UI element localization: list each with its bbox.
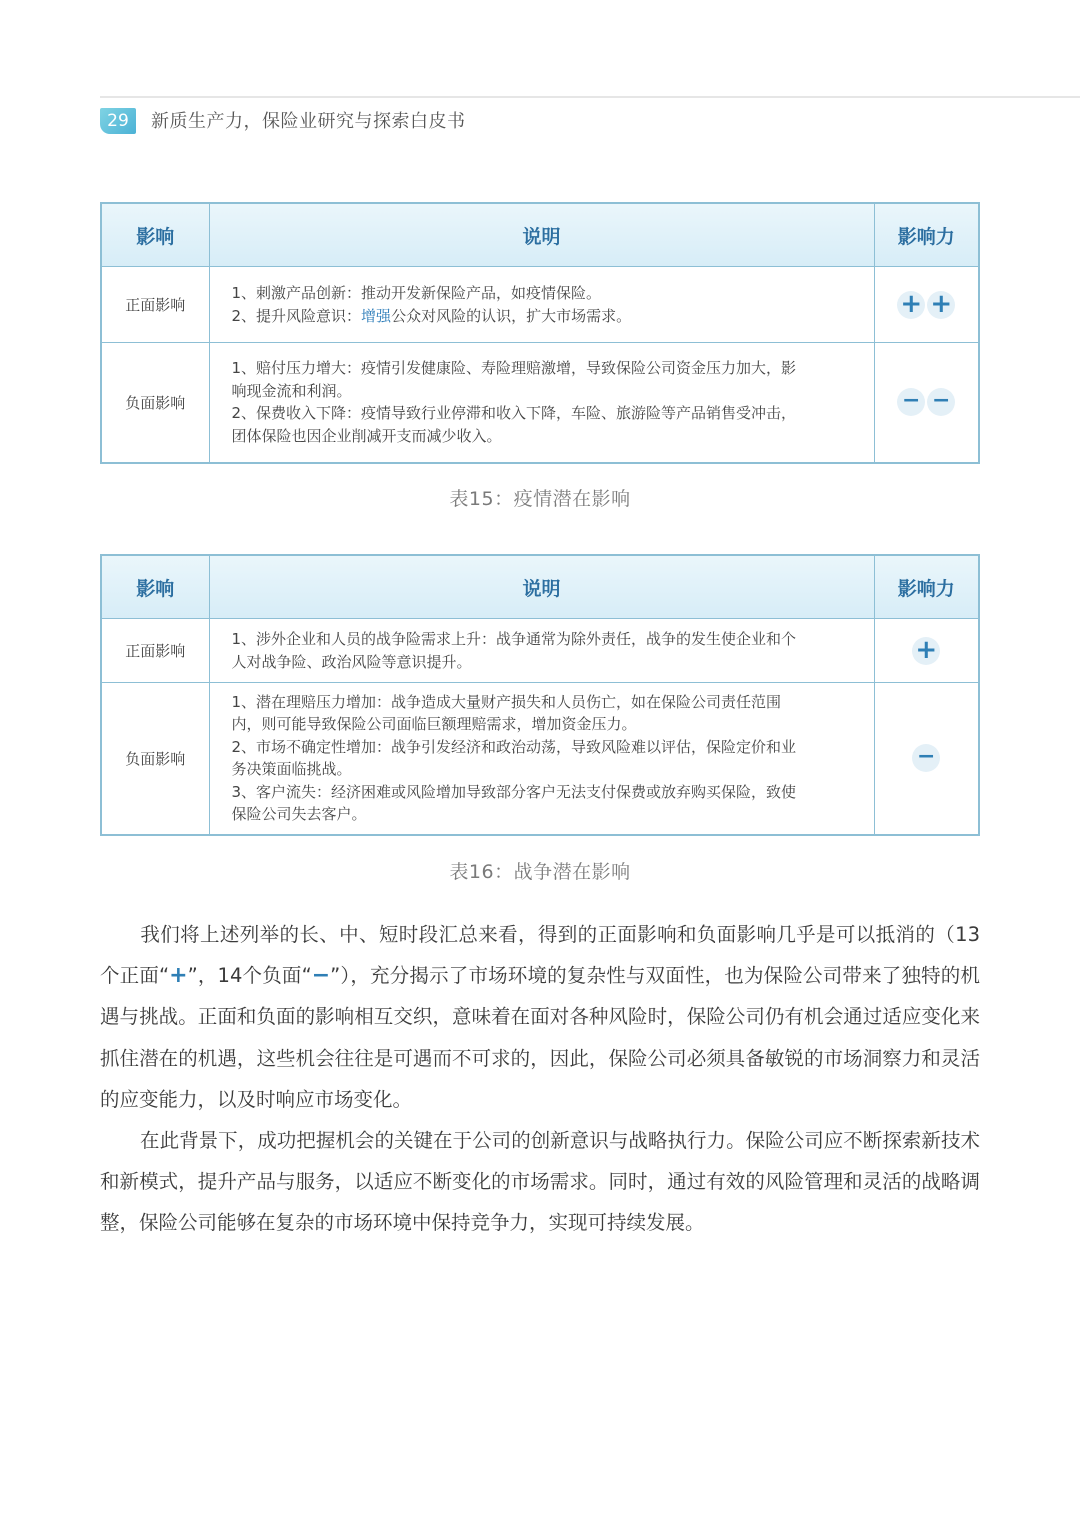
text-segment: ”），充分揭示了市场环境的复杂性与双面性，也为保险公司带来了独特的机遇与挑战。正面和负面的影响相互交织，意味着在面对各种风险时，保险公司仍有机会通过适应变化来抓住潜在的机遇，这些机会往往是可遇而不可求的，因此，保险公司必须具备敏锐的市场洞察力和灵活的应变能力，以及时响应市场变化。 <box>100 964 980 1111</box>
impact-force-cell <box>874 619 979 683</box>
row-description <box>209 619 874 683</box>
row-category: 正面影响 <box>101 267 209 343</box>
plus-icon: + <box>927 291 955 319</box>
table-header-row <box>101 555 979 619</box>
row-description <box>209 343 874 463</box>
plus-icon: + <box>169 963 188 989</box>
description-line: 人对战争险、政治风险等意识提升。 <box>231 652 472 671</box>
description-line: 保险公司失去客户。 <box>231 805 367 824</box>
row-description <box>209 267 874 343</box>
impact-force-cell <box>874 683 979 835</box>
column-header-description: 说明 <box>209 555 874 619</box>
row-description <box>209 683 874 835</box>
plus-icon: + <box>912 637 940 665</box>
description-line: 2、保费收入下降：疫情导致行业停滞和收入下降，车险、旅游险等产品销售受冲击， <box>231 404 797 423</box>
text-segment: 公众对风险的认识，扩大市场需求。 <box>391 306 632 325</box>
column-header-force: 影响力 <box>874 203 979 267</box>
highlighted-text: 增强 <box>361 306 392 325</box>
minus-icon: − <box>897 388 925 416</box>
table-row <box>101 267 979 343</box>
impact-force-cell <box>874 343 979 463</box>
description-line: 团体保险也因企业削减开支而减少收入。 <box>231 426 502 445</box>
column-header-impact: 影响 <box>101 203 209 267</box>
table-caption: 表15：疫情潜在影响 <box>449 488 631 510</box>
table-header-row <box>101 203 979 267</box>
description-line: 响现金流和利润。 <box>231 381 352 400</box>
header-divider <box>100 96 1080 98</box>
document-title: 新质生产力，保险业研究与探索白皮书 <box>151 111 466 132</box>
description-line: 1、涉外企业和人员的战争险需求上升：战争通常为除外责任，战争的发生使企业和个 <box>231 630 797 648</box>
minus-icon: − <box>912 744 940 772</box>
table-row <box>101 619 979 683</box>
minus-icon: − <box>311 963 331 989</box>
impact-table-war <box>100 554 980 836</box>
text-segment: 我们将上述列举的长、中、短时段汇总来看，得到的正面影响和负面影响几乎是可以抵消的（13个正面“ <box>100 923 980 988</box>
table-caption: 表16：战争潜在影响 <box>449 861 631 883</box>
text-segment: 在此背景下，成功把握机会的关键在于公司的创新意识与战略执行力。保险公司应不断探索新技术和新模式，提升产品与服务，以适应不断变化的市场需求。同时，通过有效的风险管理和灵活的战略调整，保险公司能够在复杂的市场环境中保持竞争力，实现可持续发展。 <box>100 1129 980 1235</box>
description-line: 1、潜在理赔压力增加：战争造成大量财产损失和人员伤亡，如在保险公司责任范围 <box>231 692 782 711</box>
text-segment: 2、提升风险意识： <box>231 306 362 325</box>
page-number-badge: 29 <box>100 108 136 134</box>
table-row <box>101 683 979 835</box>
description-line: 务决策面临挑战。 <box>231 760 352 779</box>
column-header-description: 说明 <box>209 203 874 267</box>
plus-icon: + <box>897 291 925 319</box>
minus-icon: − <box>927 388 955 416</box>
text-segment: ”，14个负面“ <box>187 964 312 988</box>
description-line: 内，则可能导致保险公司面临巨额理赔需求，增加资金压力。 <box>231 715 637 734</box>
description-line <box>232 305 852 328</box>
description-line: 3、客户流失：经济困难或风险增加导致部分客户无法支付保费或放弃购买保险，致使 <box>231 782 797 801</box>
row-category: 正面影响 <box>101 619 209 683</box>
description-line: 2、市场不确定性增加：战争引发经济和政治动荡，导致风险难以评估，保险定价和业 <box>231 737 797 756</box>
table-row <box>101 343 979 463</box>
column-header-impact: 影响 <box>101 555 209 619</box>
description-line: 1、赔付压力增大：疫情引发健康险、寿险理赔激增，导致保险公司资金压力加大，影 <box>231 359 797 378</box>
description-line: 1、刺激产品创新：推动开发新保险产品，如疫情保险。 <box>231 284 602 302</box>
impact-table-epidemic <box>100 202 980 464</box>
impact-force-cell <box>874 267 979 343</box>
row-category: 负面影响 <box>101 343 209 463</box>
row-category: 负面影响 <box>101 683 209 835</box>
column-header-force: 影响力 <box>874 555 979 619</box>
body-paragraph <box>100 914 980 1120</box>
body-paragraph <box>100 1120 980 1244</box>
